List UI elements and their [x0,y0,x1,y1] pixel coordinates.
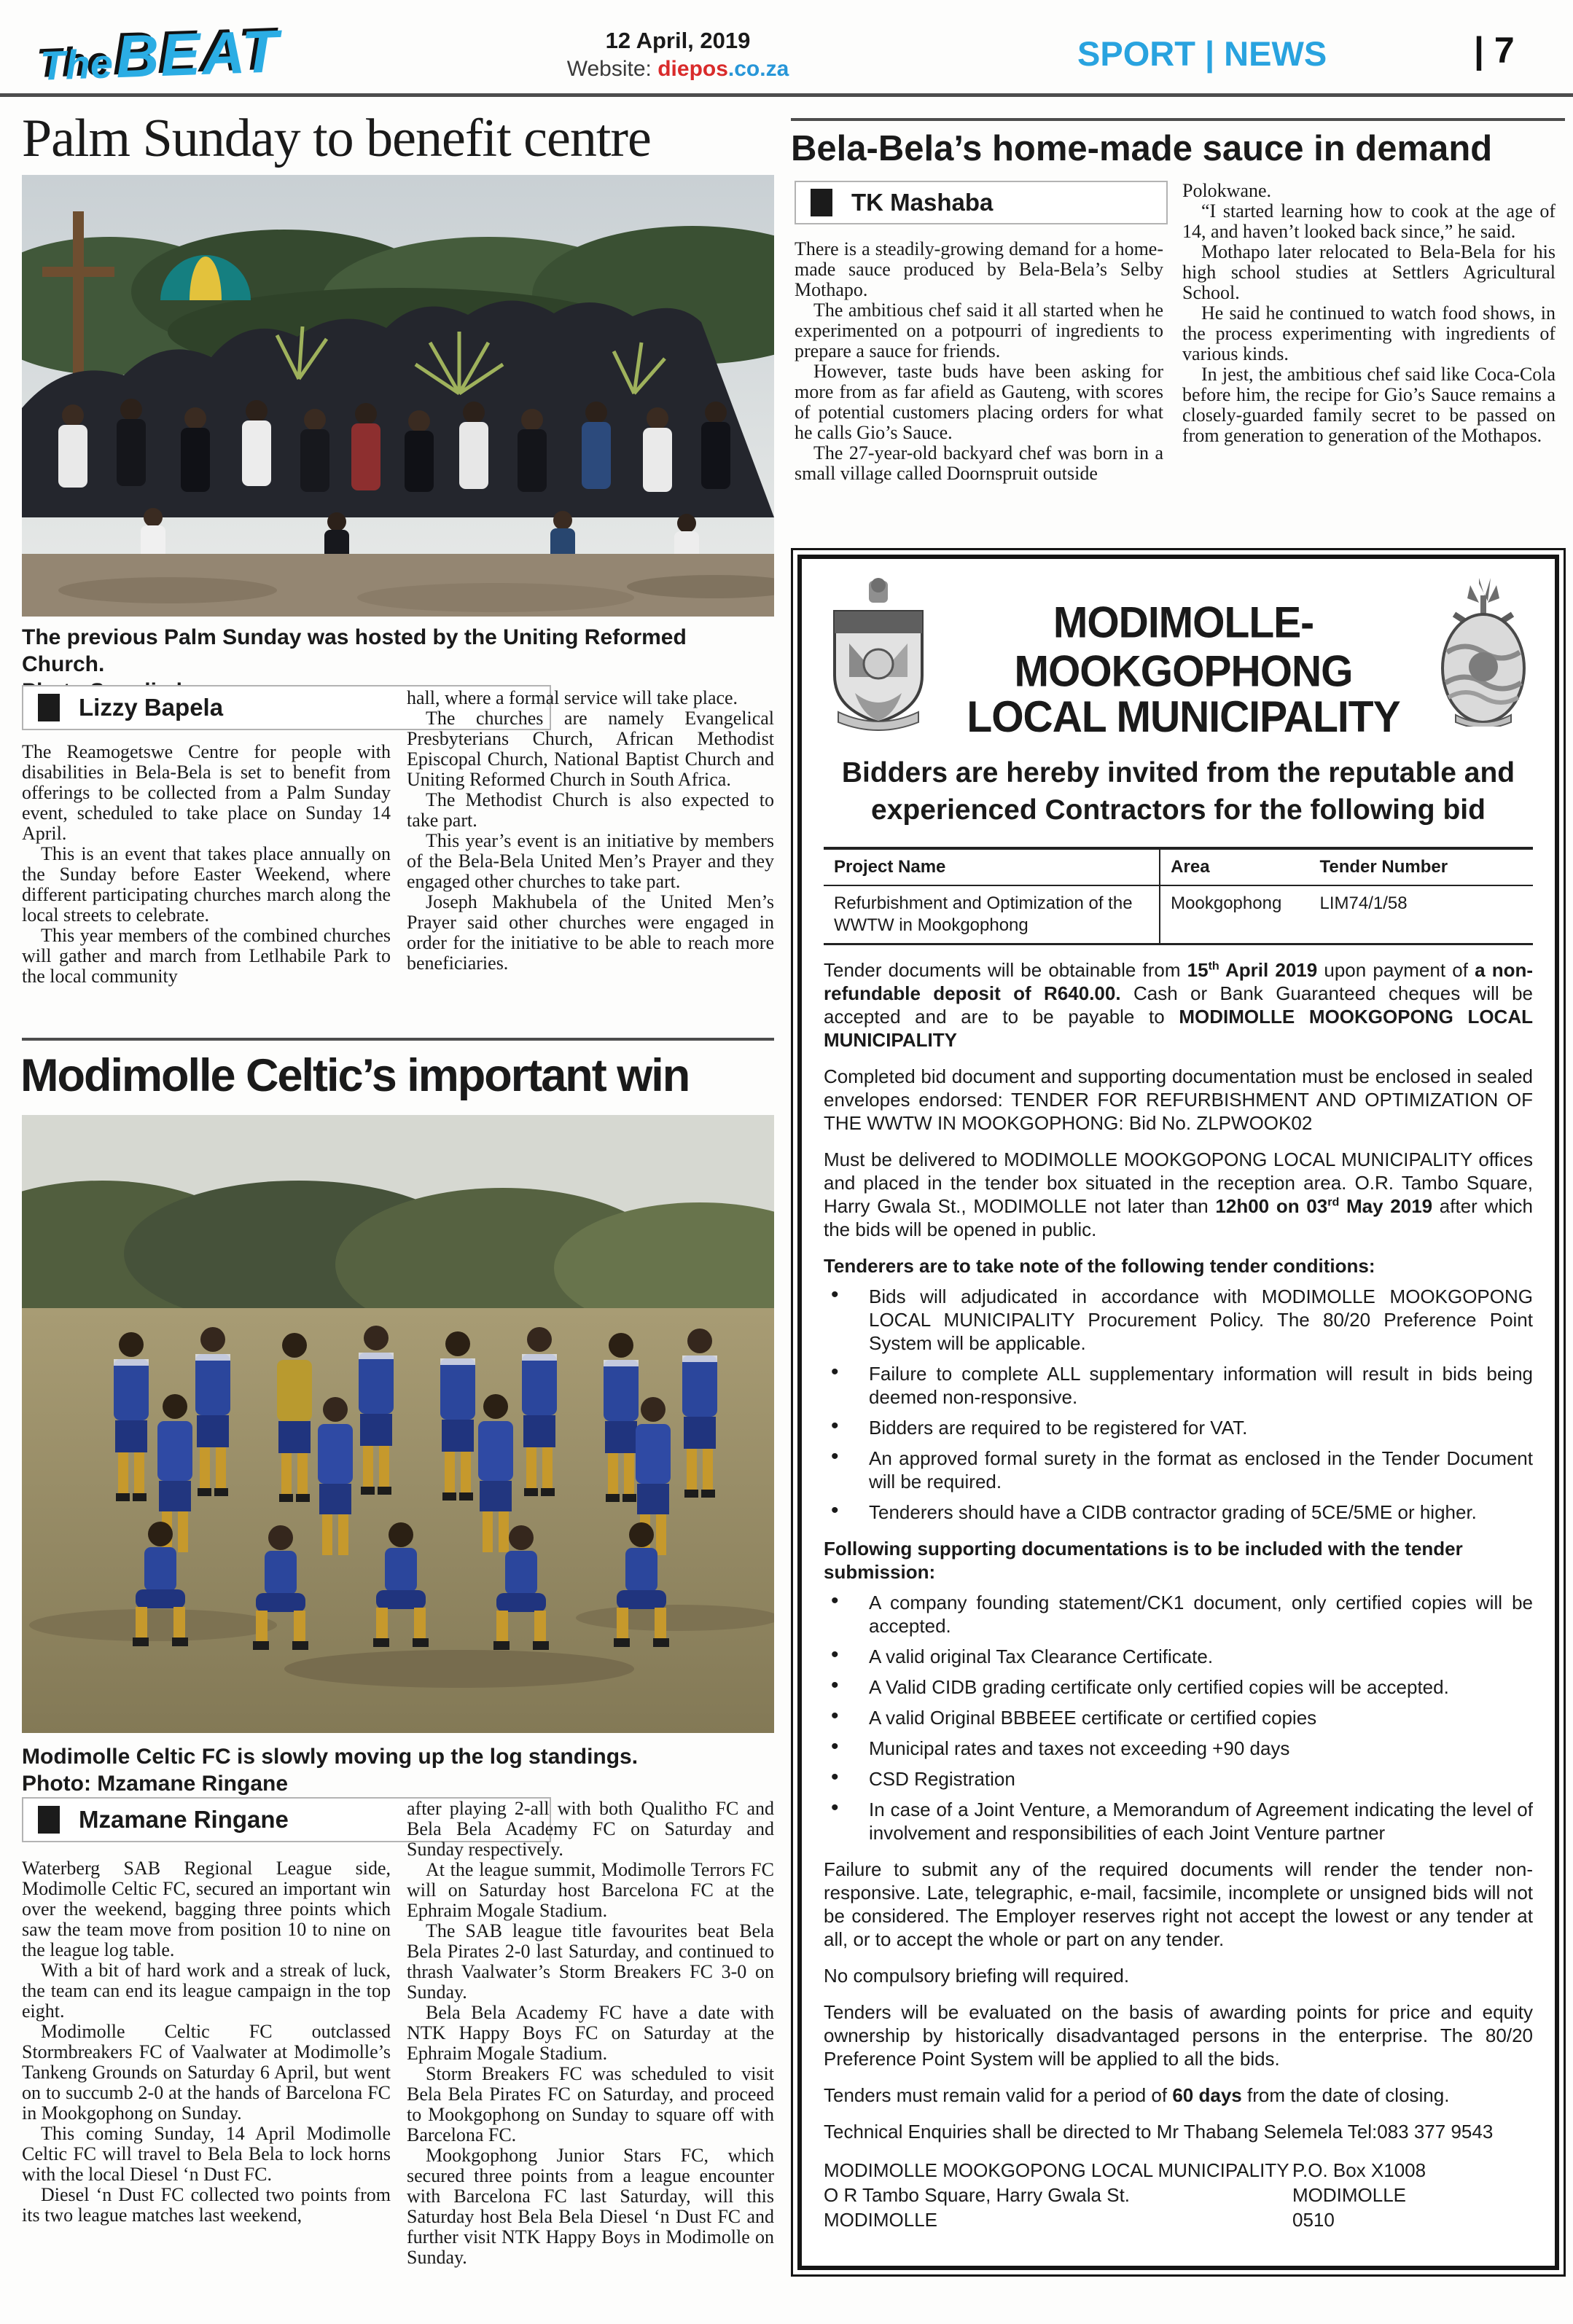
list-item: • A Valid CIDB grading certificate only certified copies will be accepted. [824,1675,1533,1699]
article-paragraph: Bela Bela Academy FC have a date with NTK Happy Boys FC on Saturday at the Ephraim Mogale Stadium. [407,2002,774,2064]
advert-subtitle: Bidders are hereby invited from the reputable and experienced Contractors for the following bid [841,757,1515,826]
article-paragraph: At the league summit, Modimolle Terrors FC will on Saturday host Barcelona FC at the Ephraim Mogale Stadium. [407,1859,774,1921]
list-item: • An approved formal surety in the format as enclosed in the Tender Document will be required. [824,1447,1533,1493]
website-name: diepos [657,57,728,81]
advert-title-line1: MODIMOLLE-MOOKGOPHONG [1014,598,1353,696]
website-label: Website: [566,57,652,81]
palm-sunday-photo [22,175,774,617]
advert-title-block [933,576,1434,740]
delivery-paragraph: Must be delivered to MODIMOLLE MOOKGOPONG LOCAL MUNICIPALITY offices and placed in the tender box situated in the reception area. O.R. Tambo Square, Harry Gwala St., MODIMOLLE not later than 12h00 on 03rd May 2019 after which the bids will be opened in public. [824,1148,1533,1240]
tender-table [824,847,1533,945]
masthead-rule [0,93,1573,97]
article-paragraph: This coming Sunday, 14 April Modimolle Celtic FC will travel to Bela Bela to lock horns with the local Diesel ‘n Dust FC. [22,2123,391,2185]
address-line: O R Tambo Square, Harry Gwala St. [824,2183,1131,2206]
article-paragraph: There is a steadily-growing demand for a home-made sauce produced by Bela-Bela’s Selby Mothapo. [795,239,1163,300]
article-paragraph: after playing 2-all with both Qualitho FC and Bela Bela Academy FC on Saturday and Sunday respectively. [407,1799,774,1860]
article-paragraph: This is an event that takes place annually on the Sunday before Easter Weekend, where different participating churches march along the local streets to celebrate. [22,843,391,926]
logo-the: The [39,40,114,89]
article-paragraph: Polokwane. [1182,181,1272,201]
failure-paragraph: Failure to submit any of the required documents will render the tender non-responsive. Late, telegraphic, e-mail, facsimile, incomplete or unsigned bids will not be considered. The Employer reserves right not accept the lowest or any tender at all, or to accept the whole or part on any tender. [824,1858,1533,1950]
conditions-heading: Tenderers are to take note of the following tender conditions: [824,1254,1375,1277]
website-tld: .co.za [727,57,789,81]
website-line [459,57,897,82]
advert-body [824,945,1533,2143]
caption-credit: Photo: Mzamane Ringane [22,1772,289,1796]
list-item: • A company founding statement/CK1 document, only certified copies will be accepted. [824,1591,1533,1638]
article-paragraph: This year members of the combined churches will gather and march from Letlhabile Park to the local community [22,925,391,987]
address-line: MODIMOLLE [1292,2183,1407,2206]
list-item: • Tenderers should have a CIDB contractor grading of 5CE/5ME or higher. [824,1501,1533,1524]
article-paragraph: Waterberg SAB Regional League side, Modimolle Celtic FC, secured an important win over the weekend, bagging three points which saw the team move from position 10 to nine on the league log table. [22,1858,391,1960]
list-item: • CSD Registration [824,1767,1533,1791]
article-paragraph: However, taste buds have been asking for more from as far afield as Gauteng, with scores of potential customers placing orders for what he calls Gio’s Sauce. [795,361,1163,443]
municipal-tender-advert [791,548,1566,2277]
validity-paragraph: Tenders must remain valid for a period of 60 days from the date of closing. [824,2084,1450,2106]
article-paragraph: The Reamogetswe Centre for people with disabilities in Bela-Bela is set to benefit from offerings to be collected from a Palm Sunday event, scheduled to take place on Sunday 14 April. [22,742,391,844]
article-paragraph: Diesel ‘n Dust FC collected two points from its two league matches last weekend, [22,2184,391,2226]
right-section-rule [791,118,1565,121]
palm-article-col2 [407,688,774,1036]
municipal-crest-left-icon [824,576,933,731]
bela-byline-author: TK Mashaba [851,189,994,216]
address-line: 0510 [1292,2208,1335,2231]
completed-bid-paragraph: Completed bid document and supporting documentation must be enclosed in sealed envelopes endorsed: TENDER FOR REFURBISHMENT AND OPTIMIZATION OF THE WWTW IN MOOKGOPHONG: Bid No. ZLPWOOK02 [824,1065,1533,1134]
bela-byline-box [795,181,1168,224]
list-item: • A valid Original BBBEEE certificate or certified copies [824,1706,1533,1729]
article-paragraph: With a bit of hard work and a streak of luck, the team can end its league campaign in the top eight. [22,1960,391,2022]
palm-article-headline: Palm Sunday to benefit centre [22,109,651,168]
article-paragraph: Mookgophong Junior Stars FC, which secured three points from a league encounter with Barcelona FC last Saturday, will this Saturday host Bela Bela Diesel ‘n Dust FC and further visit NTK Happy Boys in Modimolle on Sunday. [407,2145,774,2268]
article-paragraph: The 27-year-old backyard chef was born in a small village called Doornspruit outside [795,442,1163,484]
supporting-heading: Following supporting documentations is to be included with the tender submission: [824,1537,1463,1583]
tender-documents-paragraph: Tender documents will be obtainable from 15th April 2019 upon payment of a non-refundable deposit of R640.00. Cash or Bank Guaranteed cheques will be accepted and are to be payable to MODIMOLLE MOOKGOPONG LOCAL MUNICIPALITY [824,958,1533,1051]
table-cell-project: Refurbishment and Optimization of the WWTW in Mookgophong [824,886,1160,943]
article-paragraph: The SAB league title favourites beat Bela Bela Pirates 2-0 last Saturday, and continued to thrash Vaalwater’s Storm Breakers FC 3-0 on Sunday. [407,1920,774,2003]
bela-article-col1 [795,239,1163,531]
conditions-list [824,1285,1533,1524]
celtic-byline-author: Mzamane Ringane [79,1806,289,1833]
byline-square-icon [38,694,60,721]
advert-title-line2: LOCAL MUNICIPALITY [967,692,1400,742]
section-header: SPORT | NEWS [1077,34,1327,73]
table-row [824,886,1533,943]
article-paragraph: Modimolle Celtic FC outclassed Stormbreakers FC of Vaalwater at Modimolle’s Tankeng Grounds on Saturday 6 April, but went on to succumb 2-0 at the hands of Barcelona FC in Mookgophong on Sunday. [22,2021,391,2124]
newspaper-logo [39,17,281,94]
issue-date: 12 April, 2019 [605,28,751,53]
palm-byline-author: Lizzy Bapela [79,694,224,721]
list-item: • Failure to complete ALL supplementary information will result in bids being deemed non-responsive. [824,1362,1533,1409]
evaluation-paragraph: Tenders will be evaluated on the basis of awarding points for price and equity ownership by historically disadvantaged persons in the enterprise. The 80/20 Preference Point System will be applied to all the bids. [824,2000,1533,2070]
palm-article-col1 [22,742,391,1036]
address-line: P.O. Box X1008 [1292,2159,1426,2181]
byline-square-icon [811,189,832,216]
address-line: MODIMOLLE [824,2208,938,2231]
left-section-rule [22,1038,774,1041]
table-header-tender-number: Tender Number [1319,856,1448,877]
caption-line: The previous Palm Sunday was hosted by the Uniting Reformed Church. [22,625,687,676]
table-cell-tender-number: LIM74/1/58 [1319,893,1408,913]
address-line: MODIMOLLE MOOKGOPONG LOCAL MUNICIPALITY [824,2159,1289,2181]
list-item: • A valid original Tax Clearance Certificate. [824,1645,1533,1668]
byline-square-icon [38,1806,60,1834]
celtic-team-photo [22,1115,774,1733]
table-header-area: Area [1171,856,1210,877]
table-header-project: Project Name [824,850,1160,885]
article-paragraph: The ambitious chef said it all started when he experimented on a potpourri of ingredients to prepare a sauce for friends. [795,300,1163,361]
enquiries-paragraph: Technical Enquiries shall be directed to Mr Thabang Selemela Tel:083 377 9543 [824,2120,1494,2143]
bela-article-col2 [1182,181,1556,531]
article-paragraph: Storm Breakers FC was scheduled to visit Bela Bela Pirates FC on Saturday, and proceed to Mookgophong on Sunday to square off with Barcelona FC. [407,2063,774,2145]
list-item: • In case of a Joint Venture, a Memorandum of Agreement indicating the level of involvement and responsibilities of each Joint Venture partner [824,1798,1533,1844]
celtic-article-headline: Modimolle Celtic’s important win [20,1050,690,1101]
celtic-photo-caption [22,1743,773,1797]
article-paragraph: Mothapo later relocated to Bela-Bela for his high school studies at Settlers Agricultural School. [1182,241,1556,303]
article-paragraph: “I started learning how to cook at the age of 14, and haven’t looked back since,” he said. [1182,200,1556,242]
article-paragraph: Joseph Makhubela of the United Men’s Prayer said other churches were engaged in order for the initiative to be able to reach more beneficiaries. [407,891,774,974]
article-paragraph: The Methodist Church is also expected to take part. [407,789,774,831]
supporting-list [824,1591,1533,1844]
briefing-paragraph: No compulsory briefing will required. [824,1964,1130,1987]
article-paragraph: This year’s event is an initiative by members of the Bela-Bela United Men’s Prayer and they engaged other churches to take part. [407,830,774,892]
logo-beat: BEAT [114,18,281,91]
advert-header [824,576,1533,740]
list-item: • Bids will adjudicated in accordance with MODIMOLLE MOOKGOPONG LOCAL MUNICIPALITY Procurement Policy. The 80/20 Preference Point System will be applicable. [824,1285,1533,1355]
celtic-article-col2 [407,1799,774,2309]
page-number: | 7 [1474,30,1515,71]
article-paragraph: He said he continued to watch food shows, in the process experimenting with ingredients of various kinds. [1182,302,1556,364]
bela-article-headline: Bela-Bela’s home-made sauce in demand [791,129,1493,168]
caption-line: Modimolle Celtic FC is slowly moving up the log standings. [22,1745,639,1769]
masthead-center [459,28,897,82]
article-paragraph: hall, where a formal service will take place. [407,688,738,708]
advert-address-block [824,2158,1533,2232]
list-item: • Municipal rates and taxes not exceeding +90 days [824,1737,1533,1760]
municipal-crest-right-icon [1434,576,1533,727]
list-item: • Bidders are required to be registered for VAT. [824,1416,1533,1439]
article-paragraph: The churches are namely Evangelical Presbyterians Church, African Methodist Episcopal Church, National Baptist Church and Uniting Reformed Church in South Africa. [407,708,774,790]
article-paragraph: In jest, the ambitious chef said like Coca-Cola before him, the recipe for Gio’s Sauce remains a closely-guarded family secret to be passed on from generation to generation of the Mothapos. [1182,364,1556,446]
table-cell-area: Mookgophong [1171,893,1282,913]
celtic-article-col1 [22,1858,391,2324]
